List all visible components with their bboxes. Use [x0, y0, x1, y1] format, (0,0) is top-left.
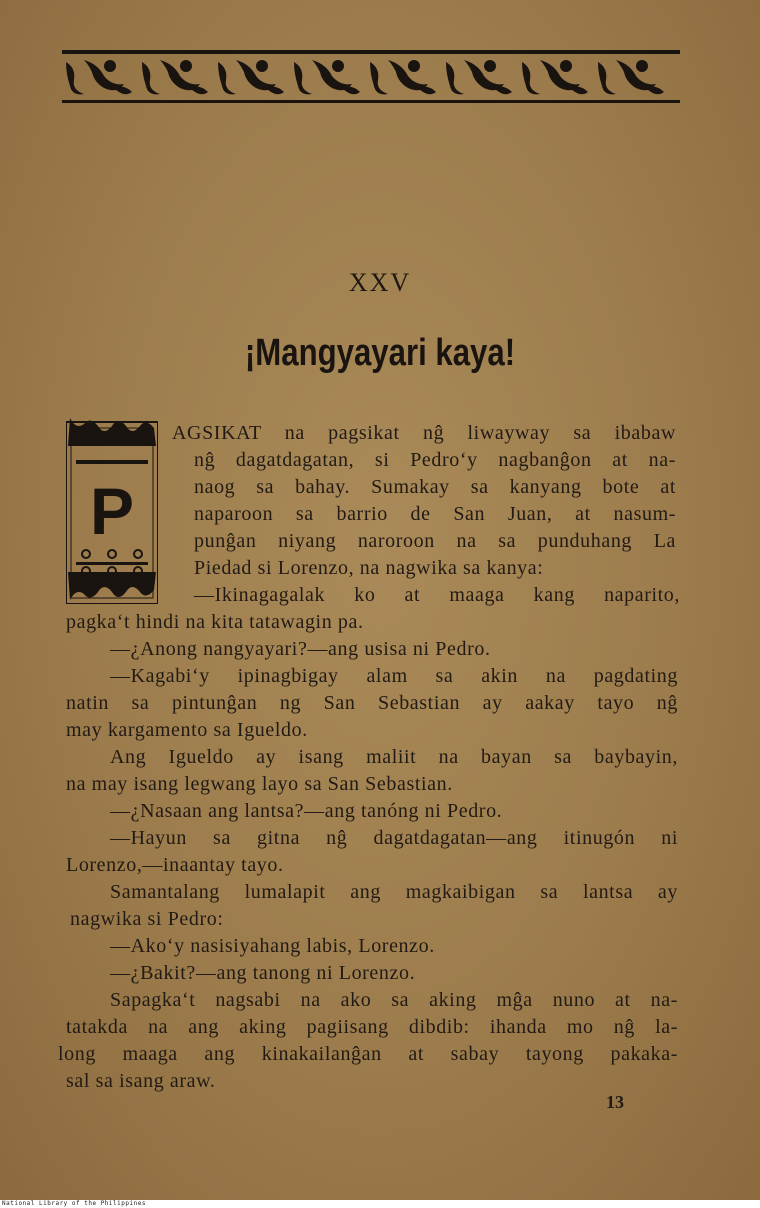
text-line: naog sa bahay. Sumakay sa kanyang bote at: [194, 476, 676, 498]
text-line: —Ako‘y nasisiyahang labis, Lorenzo.: [110, 935, 435, 957]
text-line: Sapagka‘t nagsabi na ako sa aking mĝa nuno at na-: [110, 989, 678, 1011]
text-line: pagka‘t hindi na kita tatawagin pa.: [66, 611, 364, 633]
footer-credit: National Library of the Philippines: [2, 1200, 146, 1207]
text-line: may kargamento sa Igueldo.: [66, 719, 308, 741]
drop-cap-ornament: [66, 414, 158, 604]
text-line: Piedad si Lorenzo, na nagwika sa kanya:: [194, 557, 544, 579]
text-line: natin sa pintunĝan ng San Sebastian ay aakay tayo nĝ: [66, 692, 678, 714]
text-line: long maaga ang kinakailanĝan at sabay tayong pakaka-: [58, 1043, 678, 1065]
text-line: naparoon sa barrio de San Juan, at nasum-: [194, 503, 676, 525]
text-line: Ang Igueldo ay isang maliit na bayan sa baybayin,: [110, 746, 678, 768]
chapter-number: XXV: [348, 268, 412, 297]
text-line: nagwika si Pedro:: [70, 908, 224, 930]
text-line: sal sa isang araw.: [66, 1070, 216, 1092]
ornamental-header-band: [62, 50, 680, 104]
text-line: —¿Bakit?—ang tanong ni Lorenzo.: [110, 962, 416, 984]
text-line: —Kagabi‘y ipinagbigay alam sa akin na pagdating: [110, 665, 678, 687]
chapter-title: ¡Mangyayari kaya!: [244, 332, 516, 374]
drop-cap-letter: P: [89, 474, 135, 548]
text-line: —Hayun sa gitna nĝ dagatdagatan—ang itinugón ni: [110, 827, 678, 849]
text-line: tatakda na ang aking pagiisang dibdib: ihanda mo nĝ la-: [66, 1016, 678, 1038]
text-line: —¿Nasaan ang lantsa?—ang tanóng ni Pedro.: [110, 800, 503, 822]
text-line: AGSIKAT na pagsikat nĝ liwayway sa ibabaw: [172, 422, 676, 444]
text-line: nĝ dagatdagatan, si Pedro‘y nagbanĝon at na-: [194, 449, 676, 471]
text-line: Samantalang lumalapit ang magkaibigan sa lantsa ay: [110, 881, 678, 903]
text-line: punĝan niyang naroroon na sa punduhang La: [194, 530, 676, 552]
text-line: Lorenzo,—inaantay tayo.: [66, 854, 284, 876]
page-number: 13: [606, 1092, 624, 1112]
text-line: na may isang legwang layo sa San Sebastian.: [66, 773, 453, 795]
text-line: —Ikinagagalak ko at maaga kang naparito,: [194, 584, 680, 606]
text-line: —¿Anong nangyayari?—ang usisa ni Pedro.: [110, 638, 491, 660]
